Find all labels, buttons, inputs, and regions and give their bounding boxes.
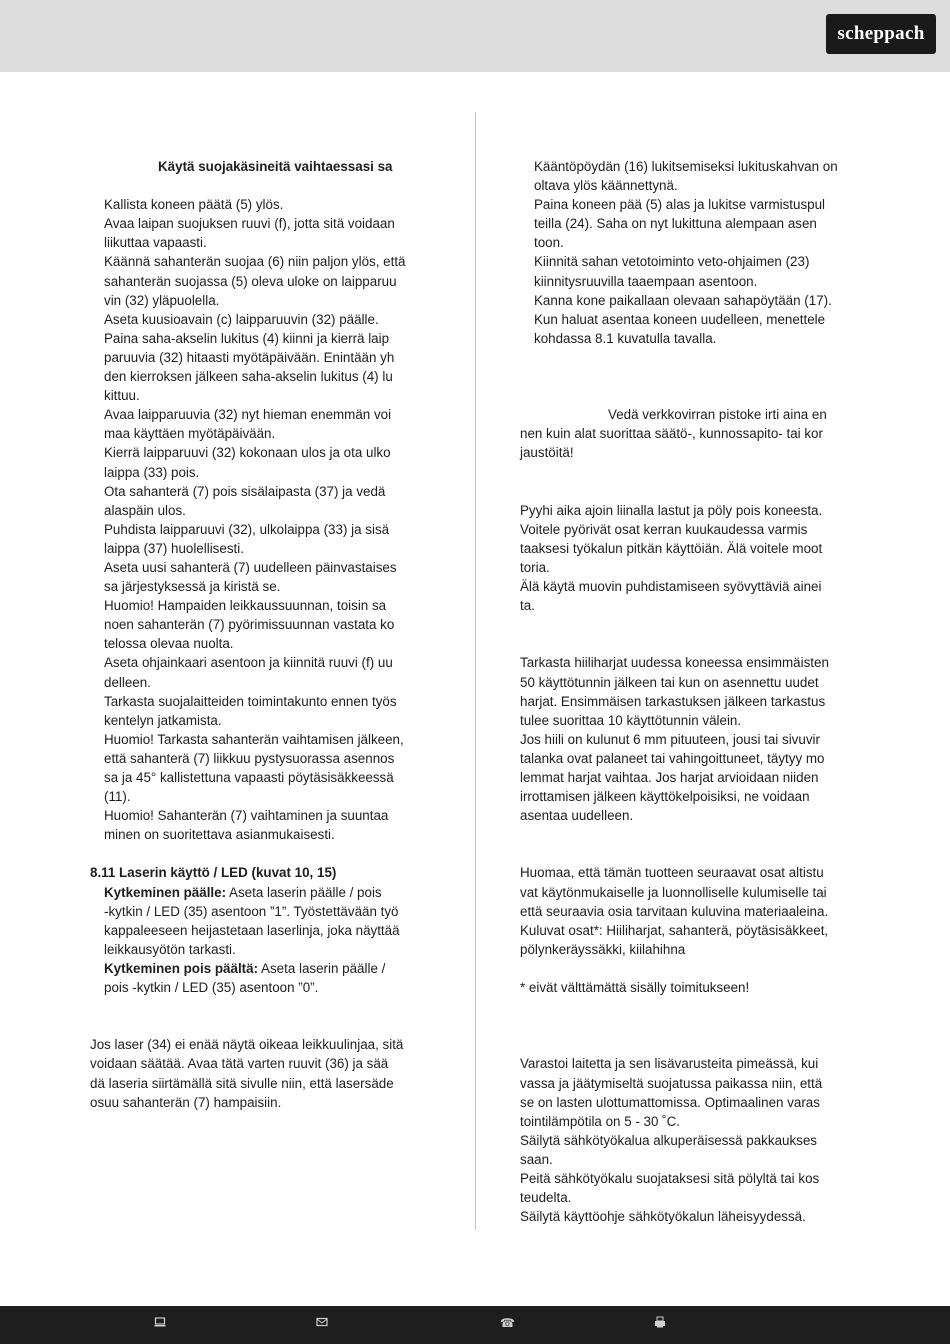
saw-blade-heading: Käytä suojakäsineitä vaihtaessasi sa [158, 159, 393, 174]
step-line: vin (32) yläpuolella. [104, 292, 220, 308]
storage-line: Säilytä sähkötyökalua alkuperäisessä pakkaukses [520, 1132, 817, 1148]
laser-section-heading: 8.11 Laserin käyttö / LED (kuvat 10, 15) [90, 865, 337, 881]
saw-blade-steps [90, 195, 432, 844]
step-line: Ota sahanterä (7) pois sisälaipasta (37) ja vedä [104, 483, 386, 499]
wear-parts-line: Kuluvat osat*: Hiiliharjat, sahanterä, pöytäsisäkkeet, [520, 922, 829, 938]
computer-icon [154, 1316, 166, 1331]
transport-line: Kun haluat asentaa koneen uudelleen, menettele [534, 311, 826, 327]
laser-on-text: kappaleeseen heijastetaan laserlinja, joka näyttää [104, 922, 400, 938]
step-line: den kierroksen jälkeen saha-akselin lukitus (4) lu [104, 369, 393, 385]
storage-line: Säilytä käyttöohje sähkötyökalun läheisyydessä. [520, 1209, 806, 1225]
step-line: Huomio! Hampaiden leikkaussuunnan, toisin sa [104, 598, 387, 614]
transport-line: teilla (24). Saha on nyt lukittuna alempaan asen [534, 216, 817, 232]
step-line: sa ja 45° kallistettuna vapaasti pöytäsisäkkeessä [104, 770, 394, 785]
step-line: liikuttaa vapaasti. [104, 235, 207, 251]
step-line: laippa (33) pois. [104, 464, 200, 480]
transport-line: oltava ylös käännettynä. [534, 178, 678, 194]
footer-band [0, 1306, 950, 1344]
cleaning-line: Voitele pyörivät osat kerran kuukaudessa varmis [520, 521, 808, 537]
laser-adjust-text: Jos laser (34) ei enää näytä oikeaa leikkuulinjaa, sitä [90, 1037, 404, 1053]
transport-line: Kiinnitä sahan vetotoiminto veto-ohjaimen (23) [534, 254, 810, 270]
wear-parts-line: pölynkeräyssäkki, kiilahihna [520, 941, 686, 957]
step-line: kittuu. [104, 388, 140, 404]
transport-line: toon. [534, 235, 564, 251]
storage-line: vassa ja jäätymiseltä suojatussa paikassa niin, että [520, 1075, 823, 1091]
laser-on-text: Aseta laserin päälle / pois [226, 884, 382, 900]
transport-line: kohdassa 8.1 kuvatulla tavalla. [534, 330, 717, 346]
scheppach-logo: scheppach [826, 14, 936, 54]
laser-on-text: leikkausyötön tarkasti. [104, 941, 236, 957]
step-line: Huomio! Tarkasta sahanterän vaihtamisen jälkeen, [104, 731, 404, 747]
carbon-brushes-section [520, 653, 862, 825]
step-line: Puhdista laipparuuvi (32), ulkolaippa (33) ja sisä [104, 521, 390, 537]
step-line: Käännä sahanterän suojaa (6) niin paljon ylös, että [104, 254, 406, 270]
step-line: sahanterän suojassa (5) oleva uloke on laipparuu [104, 273, 397, 289]
step-line: Paina saha-akselin lukitus (4) kiinni ja kierrä laip [104, 330, 390, 346]
step-line: sa järjestyksessä ja kiristä se. [104, 579, 281, 595]
cleaning-line: toria. [520, 559, 550, 575]
laser-on-line [90, 883, 432, 902]
cleaning-line: Älä käytä muovin puhdistamiseen syövyttäviä ainei [520, 579, 822, 595]
cleaning-section [520, 501, 862, 616]
step-line: että sahanterä (7) liikkuu pystysuorassa asennos [104, 750, 395, 766]
fax-icon [654, 1316, 666, 1331]
step-line: minen on suoritettava asianmukaisesti. [104, 827, 335, 843]
laser-off-line [90, 959, 432, 978]
step-line: telossa olevaa nuolta. [104, 636, 234, 652]
brushes-line: harjat. Ensimmäisen tarkastuksen jälkeen tarkastus [520, 693, 826, 709]
mail-icon [316, 1316, 328, 1331]
step-line: Tarkasta suojalaitteiden toimintakunto ennen työs [104, 693, 397, 709]
step-line: alaspäin ulos. [104, 502, 186, 518]
step-line: Aseta uusi sahanterä (7) uudelleen päinvastaises [104, 559, 397, 575]
brushes-line: talanka ovat palaneet tai vahingoittuneet, täytyy mo [520, 750, 825, 766]
cleaning-line: ta. [520, 598, 535, 614]
phone-icon: ☎ [500, 1316, 515, 1330]
laser-off-label: Kytkeminen pois päältä: [104, 960, 259, 976]
step-line: Avaa laipan suojuksen ruuvi (f), jotta sitä voidaan [104, 216, 395, 232]
step-line: laippa (37) huolellisesti. [104, 540, 244, 556]
column-divider [475, 112, 476, 1230]
brushes-line: asentaa uudelleen. [520, 808, 634, 824]
step-line: Avaa laipparuuvia (32) nyt hieman enemmän voi [104, 407, 392, 423]
wear-parts-section [520, 863, 862, 997]
step-line: Huomio! Sahanterän (7) vaihtaminen ja suuntaa [104, 808, 389, 824]
storage-line: teudelta. [520, 1190, 572, 1206]
warning-line: Vedä verkkovirran pistoke irti aina en [608, 407, 827, 423]
step-line: Kierrä laipparuuvi (32) kokonaan ulos ja ota ulko [104, 445, 391, 461]
step-line: kentelyn jatkamista. [104, 712, 222, 728]
laser-on-label: Kytkeminen päälle: [104, 884, 227, 900]
laser-adjust-text: osuu sahanterän (7) hampaisiin. [90, 1094, 282, 1110]
transport-line: Kääntöpöydän (16) lukitsemiseksi lukituskahvan on [534, 159, 838, 174]
brushes-line: tulee suorittaa 10 käyttötunnin välein. [520, 712, 742, 728]
step-line: delleen. [104, 674, 151, 690]
transport-line: Kanna kone paikallaan olevaan sahapöytään (17). [534, 292, 832, 308]
step-line: Aseta ohjainkaari asentoon ja kiinnitä ruuvi (f) uu [104, 655, 393, 671]
laser-off-text: pois -kytkin / LED (35) asentoon ”0”. [104, 980, 319, 996]
storage-line: saan. [520, 1151, 553, 1167]
brushes-line: irrottamisen jälkeen käyttökelpoisiksi, ne voidaan [520, 789, 810, 805]
storage-line: Varastoi laitetta ja sen lisävarusteita pimeässä, kui [520, 1056, 819, 1072]
maintenance-warning [520, 405, 862, 462]
storage-line: Peitä sähkötyökalu suojataksesi sitä pölyltä tai kos [520, 1170, 820, 1186]
brushes-line: lemmat harjat vaihtaa. Jos harjat arvioidaan niiden [520, 770, 819, 785]
cleaning-line: Pyyhi aika ajoin liinalla lastut ja pöly pois koneesta. [520, 502, 823, 518]
storage-line: se on lasten ulottumattomissa. Optimaalinen varas [520, 1094, 820, 1110]
right-column [520, 157, 862, 1226]
wear-parts-line: että seuraavia osia tarvitaan kuluvina materiaaleina. [520, 903, 829, 919]
storage-section [520, 1054, 862, 1226]
brushes-line: Jos hiili on kulunut 6 mm pituuteen, jousi tai sivuvir [520, 731, 820, 747]
warning-line: nen kuin alat suorittaa säätö-, kunnossapito- tai kor [520, 426, 823, 442]
wear-parts-line: vat käytönmukaiselle ja luonnolliselle kulumiselle tai [520, 884, 827, 900]
wear-parts-note: * eivät välttämättä sisälly toimitukseen! [520, 980, 750, 996]
step-line: paruuvia (32) hitaasti myötäpäivään. Enintään yh [104, 349, 395, 365]
wear-parts-line: Huomaa, että tämän tuotteen seuraavat osat altistu [520, 865, 824, 881]
step-line: maa käyttäen myötäpäivään. [104, 426, 276, 442]
transport-line: kiinnitysruuvilla taaempaan asentoon. [534, 273, 758, 289]
brushes-line: Tarkasta hiiliharjat uudessa koneessa ensimmäisten [520, 655, 829, 671]
laser-adjust-text: voidaan säätää. Avaa tätä varten ruuvit (36) ja sää [90, 1056, 389, 1072]
left-column [90, 157, 432, 1112]
warning-line: jaustöitä! [520, 445, 574, 461]
storage-line: tointilämpötila on 5 - 30 ˚C. [520, 1113, 681, 1129]
laser-off-text: Aseta laserin päälle / [258, 960, 386, 976]
step-line: Kallista koneen päätä (5) ylös. [104, 197, 284, 213]
laser-on-text: -kytkin / LED (35) asentoon ”1”. Työstettävään työ [104, 903, 399, 919]
step-line: (11). [104, 789, 131, 805]
header-band [0, 0, 950, 72]
step-line: Aseta kuusioavain (c) laipparuuvin (32) päälle. [104, 311, 379, 327]
transport-section [520, 157, 862, 348]
step-line: noen sahanterän (7) pyörimissuunnan vastata ko [104, 617, 395, 633]
cleaning-line: taaksesi työkalun pitkän käyttöiän. Älä voitele moot [520, 540, 823, 556]
laser-adjust-text: dä laseria siirtämällä sitä sivulle niin, että lasersäde [90, 1075, 394, 1091]
brushes-line: 50 käyttötunnin jälkeen tai kun on asennettu uudet [520, 674, 819, 690]
transport-line: Paina koneen pää (5) alas ja lukitse varmistuspul [534, 197, 826, 213]
